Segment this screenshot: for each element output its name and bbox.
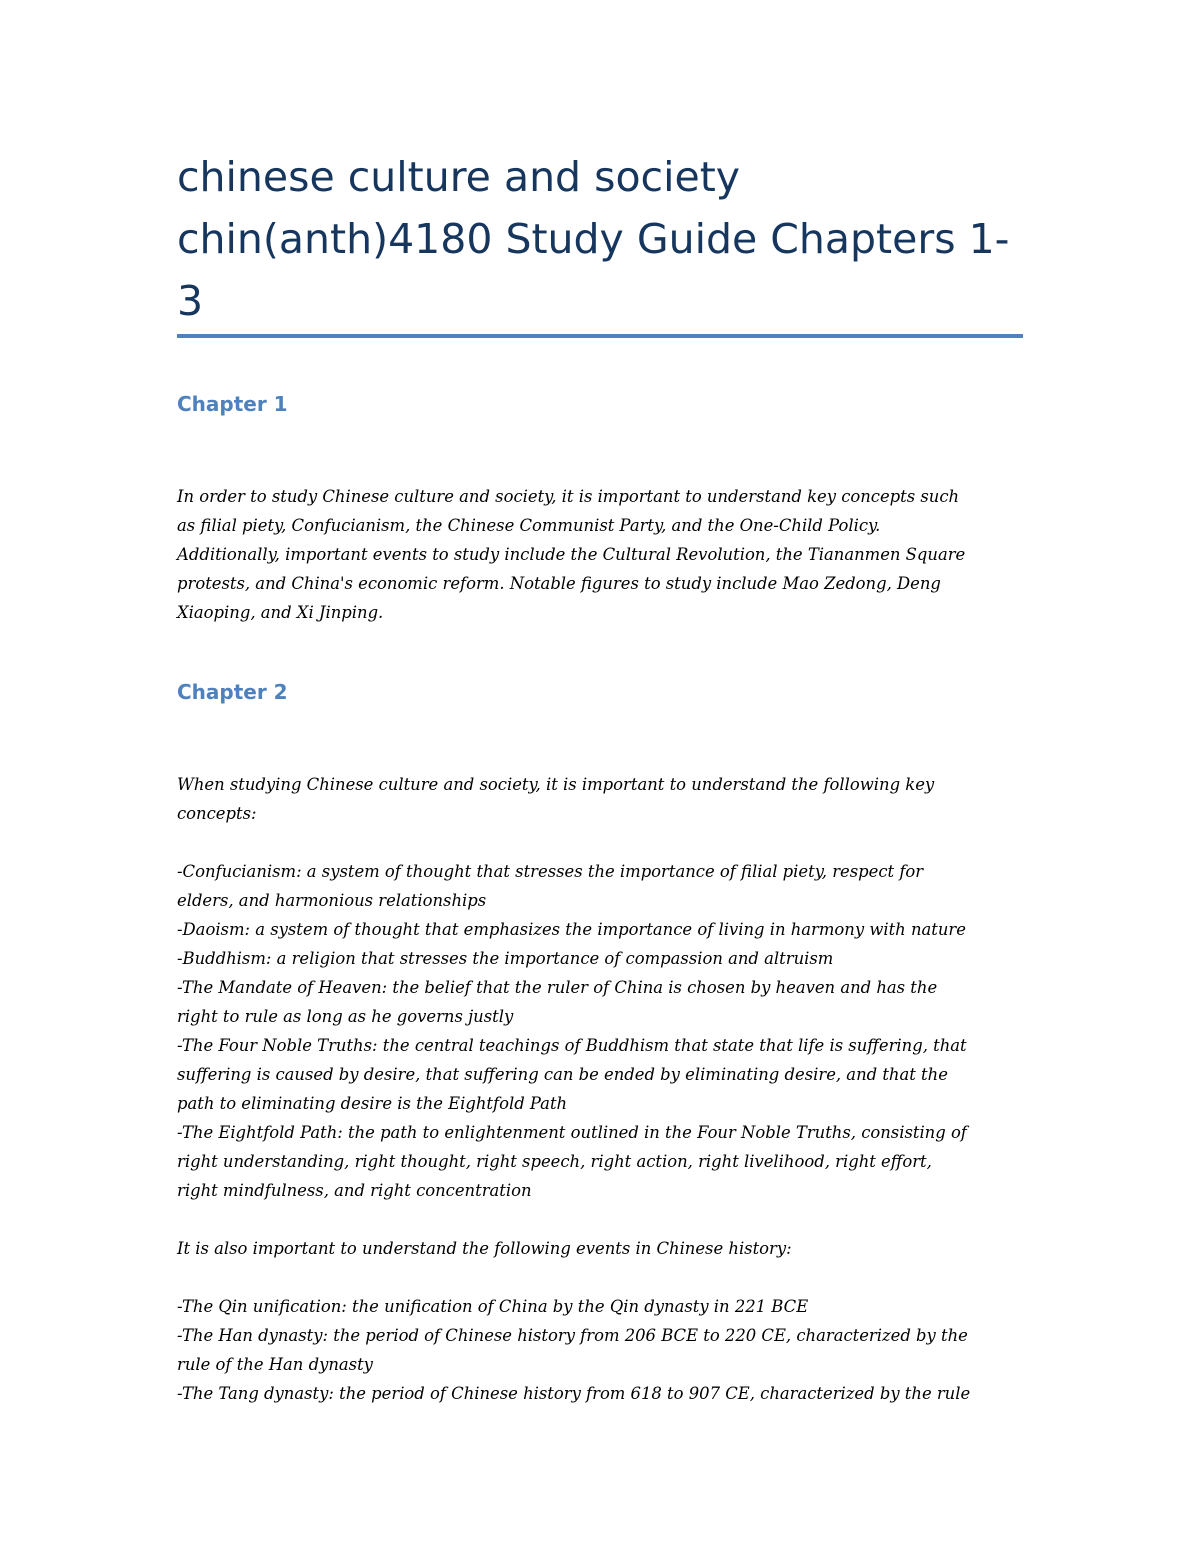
chapter-1-paragraph [177, 482, 1027, 627]
title-line-2: chin(anth)4180 Study Guide Chapters 1- [177, 215, 1010, 263]
paragraph-line: Xiaoping, and Xi Jinping. [177, 603, 384, 622]
event-line: -The Tang dynasty: the period of Chinese history from 618 to 907 CE, characterized by the rule [177, 1384, 971, 1403]
concept-line: right understanding, right thought, right speech, right action, right livelihood, right effort, [177, 1152, 932, 1171]
paragraph-line: as filial piety, Confucianism, the Chinese Communist Party, and the One-Child Policy. [177, 516, 881, 535]
title-line-3: 3 [177, 277, 204, 325]
concept-line: -Confucianism: a system of thought that stresses the importance of filial piety, respect for [177, 862, 924, 881]
concept-line: path to eliminating desire is the Eightfold Path [177, 1094, 568, 1113]
concept-line: right mindfulness, and right concentration [177, 1181, 532, 1200]
paragraph-line: Additionally, important events to study include the Cultural Revolution, the Tiananmen Square [177, 545, 966, 564]
document-title [177, 146, 1037, 332]
title-underline-rule [177, 334, 1023, 338]
concept-line: -The Eightfold Path: the path to enlightenment outlined in the Four Noble Truths, consisting of [177, 1123, 967, 1142]
concept-line: -Daoism: a system of thought that emphasizes the importance of living in harmony with nature [177, 920, 966, 939]
chapter-2-events-intro [177, 1234, 1027, 1263]
concept-line: -The Mandate of Heaven: the belief that the ruler of China is chosen by heaven and has the [177, 978, 938, 997]
paragraph-line: It is also important to understand the following events in Chinese history: [177, 1239, 792, 1258]
event-line: -The Han dynasty: the period of Chinese history from 206 BCE to 220 CE, characterized by the [177, 1326, 968, 1345]
chapter-2-concepts-list [177, 857, 1027, 1205]
event-line: rule of the Han dynasty [177, 1355, 373, 1374]
paragraph-line: When studying Chinese culture and society, it is important to understand the following key [177, 775, 935, 794]
paragraph-line: concepts: [177, 804, 257, 823]
concept-line: elders, and harmonious relationships [177, 891, 487, 910]
chapter-1-heading: Chapter 1 [177, 392, 288, 416]
paragraph-line: protests, and China's economic reform. Notable figures to study include Mao Zedong, Deng [177, 574, 941, 593]
paragraph-line: In order to study Chinese culture and society, it is important to understand key concepts such [177, 487, 960, 506]
concept-line: -The Four Noble Truths: the central teachings of Buddhism that state that life is suffering, that [177, 1036, 967, 1055]
chapter-2-heading: Chapter 2 [177, 680, 288, 704]
title-line-1: chinese culture and society [177, 153, 741, 201]
event-line: -The Qin unification: the unification of China by the Qin dynasty in 221 BCE [177, 1297, 809, 1316]
concept-line: suffering is caused by desire, that suffering can be ended by eliminating desire, and that the [177, 1065, 948, 1084]
concept-line: -Buddhism: a religion that stresses the importance of compassion and altruism [177, 949, 834, 968]
chapter-2-events-list [177, 1292, 1027, 1408]
chapter-2-intro [177, 770, 1027, 828]
concept-line: right to rule as long as he governs justly [177, 1007, 514, 1026]
